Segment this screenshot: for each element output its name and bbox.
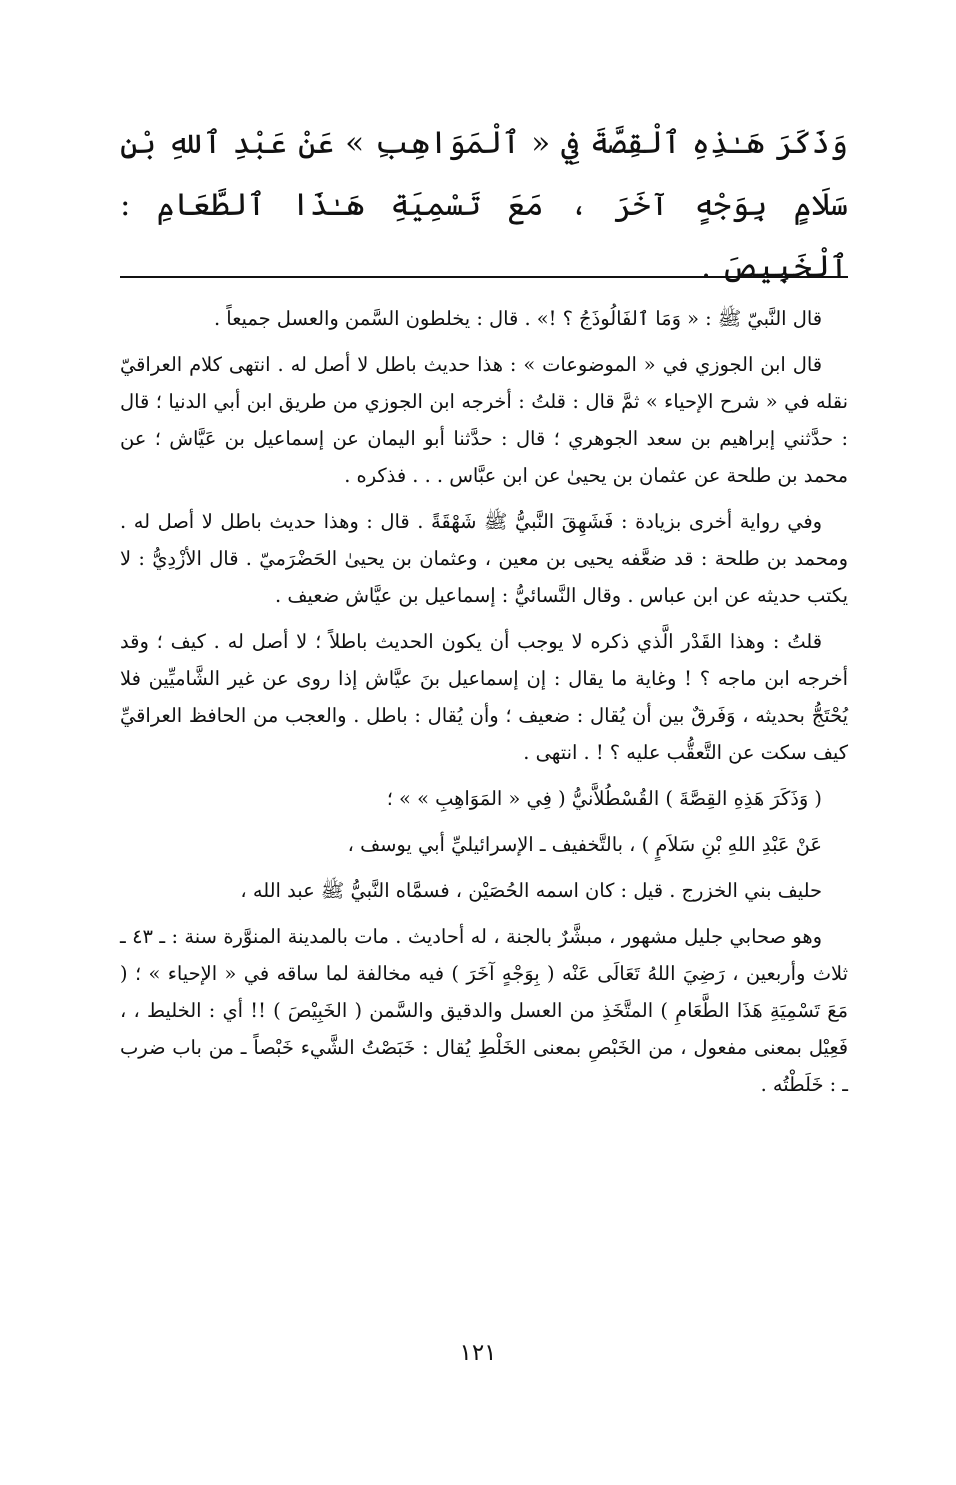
commentary-paragraph-1: قال النَّبيّ ﷺ : « وَمَا ٱلفَالُوذَجُ ؟ !» . قال : يخلطون السَّمن والعسل جميعاً .	[213, 307, 822, 330]
commentary-paragraph-7: حليف بني الخزرج . قيل : كان اسمه الحُصَيْن ، فسمَّاه النَّبيُّ ﷺ عبد الله ،	[240, 879, 822, 902]
main-text-paragraph: وَذَكَرَ هَـٰذِهِ ٱلْقِصَّةَ فِي « ٱلْمَوَاهِبِ » عَنْ عَبْدِ ٱللهِ بْنِ سَلَامٍ بِوَجْهٍ آخَرَ ، مَعَ تَسْمِيَةِ هَـٰذَا ٱلطَّعَامِ : ٱلْخَبِيصَ .	[120, 125, 848, 285]
main-text-block	[120, 112, 848, 298]
footnote-separator-line	[120, 276, 848, 278]
page-number: ١٢١	[459, 1340, 497, 1366]
commentary-block	[120, 300, 848, 1103]
commentary-paragraph-5: ( وَذَكَرَ هَذِهِ القِصَّةَ ) القُسْطُلاَّنيُّ ( فِي « المَوَاهِبِ » » ؛	[386, 787, 822, 810]
commentary-paragraph-4: قلتُ : وهذا القَدْر الَّذي ذكره لا يوجب أن يكون الحديث باطلاً ؛ لا أصل له . كيف ؛ وقد أخرجه ابن ماجه ؟ ! وغاية ما يقال : إن إسماعيل بنَ عيَّاش إذا روى عن غير الشَّاميِّين فلا يُحْتَجُّ بحديثه ، وَفَرقٌ بين أن يُقال : ضعيف ؛ وأن يُقال : باطل . والعجب من الحافظ العراقيِّ كيف سكت عن التَّعقُّب عليه ؟ ! . انتهى .	[120, 630, 848, 764]
commentary-paragraph-2: قال ابن الجوزي في « الموضوعات » : هذا حديث باطل لا أصل له . انتهى كلام العراقيّ نقله في « شرح الإحياء » ثمَّ قال : قلتُ : أخرجه ابن الجوزي من طريق ابن أبي الدنيا ؛ قال : حدَّثني إبراهيم بن سعد الجوهري ؛ قال : حدَّثنا أبو اليمان عن إسماعيل بن عَيَّاش ؛ عن محمد بن طلحة عن عثمان بن يحيىٰ عن ابن عبَّاس . . . فذكره .	[120, 353, 848, 487]
commentary-paragraph-6: عَنْ عَبْدِ اللهِ بْنِ سَلاَمٍ ) ، بالتَّخفيف ـ الإسرائيليِّ أبي يوسف ،	[347, 833, 822, 856]
commentary-paragraph-8: وهو صحابي جليل مشهور ، مبشَّرٌ بالجنة ، له أحاديث . مات بالمدينة المنوَّرة سنة : ـ ٤٣ ـ ثلاث وأربعين ، رَضِيَ اللهُ تَعَالَى عَنْه ( بِوَجْهٍ آخَرَ ) فيه مخالفة لما ساقه في « الإحياء » ؛ ( مَعَ تَسْمِيَةِ هَذَا الطَّعَامِ ) المتَّخَذِ من العسل والدقيق والسَّمن ( الخَبِيْصَ ) !! أي : الخليط ، ، فَعِيْل بمعنى مفعول ، من الخَبْصِ بمعنى الخَلْطِ يُقال : خَبَصْتُ الشَّيء خَبْصاً ـ من باب ضرب ـ : خَلَطْتُه .	[120, 925, 848, 1096]
commentary-paragraph-3: وفي رواية أخرى بزيادة : فَشَهِقَ النَّبيُّ ﷺ شَهْقَةً . قال : وهذا حديث باطل لا أصل له . ومحمد بن طلحة : قد ضعَّفه يحيى بن معين ، وعثمان بن يحيىٰ الحَضْرَميّ . قال الأزْدِيُّ : لا يكتب حديثه عن ابن عباس . وقال النَّسائيُّ : إسماعيل بن عيَّاش ضعيف .	[120, 510, 848, 607]
